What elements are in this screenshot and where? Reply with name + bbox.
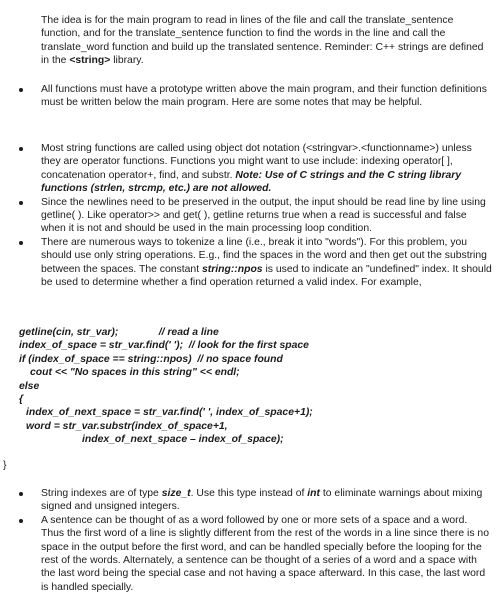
- size-t-term: size_t: [161, 488, 191, 499]
- bullet-icon: [19, 492, 23, 496]
- list-item-text: A sentence can be thought of as a word followed by one or more sets of a space and a word. Thus the first word of a line is slightly different from the rest of the words in a line since there is no space in the output before the first word, and can be handled specially before the looping for the rest of the words. Alternately, a sentence can be thought of a series of a word and a space with the last word being the special case and not having a space afterward. In this case, the last word is handled specially.: [41, 514, 489, 593]
- code-line: if (index_of_space == string::npos) // no space found: [19, 353, 283, 365]
- bullet-list-notes: [19, 487, 493, 594]
- list-item-text: is used to indicate an "undefined" index. It should be used to determine whether a find operation returned a valid index. For example,: [41, 263, 492, 289]
- bullet-list-prototypes: [19, 83, 493, 110]
- code-line: index_of_space = str_var.find(' '); // look for the first space: [19, 340, 309, 352]
- code-example: [19, 326, 313, 447]
- list-item: [19, 196, 493, 236]
- intro-paragraph: [41, 14, 493, 68]
- int-term: int: [307, 488, 320, 499]
- closing-brace: }: [3, 460, 7, 471]
- list-item-text: All functions must have a prototype written above the main program, and their function definitions must be written below the main program. Here are some notes that may be helpful.: [41, 84, 487, 109]
- list-item: [19, 236, 493, 290]
- list-item: [19, 487, 493, 514]
- bullet-list-string-functions: [19, 142, 493, 289]
- code-line: else: [19, 380, 40, 392]
- list-item-text: to eliminate warnings about mixing signed and unsigned integers.: [41, 488, 483, 513]
- list-item: [19, 83, 493, 110]
- list-item-text: Most string functions are called using object dot notation (<stringvar>.<functionname>) unless they are operator functions. Functions you might want to use include: indexing operator[ ], concatenation operator+, find, and substr.: [41, 143, 472, 181]
- bullet-icon: [19, 88, 23, 92]
- code-line: index_of_next_space = str_var.find(' ', index_of_space+1);: [26, 407, 313, 419]
- c-strings-note: Note: Use of C strings and the C string library functions (strlen, strcmp, etc.) are not allowed.: [41, 169, 462, 195]
- list-item-text: There are numerous ways to tokenize a line (i.e., break it into "words"). For this problem, you should use only string operations. E.g., find the spaces in the word and then get out the substring between the spaces. The constant: [41, 236, 487, 275]
- bullet-icon: [19, 519, 23, 523]
- npos-term: string::npos: [201, 263, 263, 275]
- bullet-icon: [19, 201, 23, 205]
- code-line: getline(cin, str_var); // read a line: [19, 327, 219, 338]
- intro-text: The idea is for the main program to read in lines of the file and call the translate_sentence function, and for the translate_sentence function to find the words in the line and call the translate_word function and build up the translated sentence. Reminder: C++ strings are defined in the: [41, 15, 484, 67]
- bullet-icon: [19, 147, 23, 151]
- list-item: [19, 142, 493, 196]
- list-item-text: Since the newlines need to be preserved in the output, the input should be read line by line using getline( ). Like operator>> and get( ), getline returns true when a read is successful and false when it is not and should be used in the main processing loop condition.: [41, 196, 486, 235]
- code-line: cout << "No spaces in this string" << endl;: [30, 367, 240, 379]
- code-line: {: [19, 394, 24, 406]
- string-library-name: <string>: [69, 55, 111, 67]
- code-line: index_of_next_space – index_of_space);: [82, 434, 284, 446]
- list-item-text: String indexes are of type: [41, 488, 162, 499]
- list-item: [19, 514, 493, 594]
- intro-tail: library.: [110, 55, 144, 67]
- bullet-icon: [19, 241, 23, 245]
- code-line: word = str_var.substr(index_of_space+1,: [26, 420, 228, 432]
- list-item-text: . Use this type instead of: [190, 488, 308, 499]
